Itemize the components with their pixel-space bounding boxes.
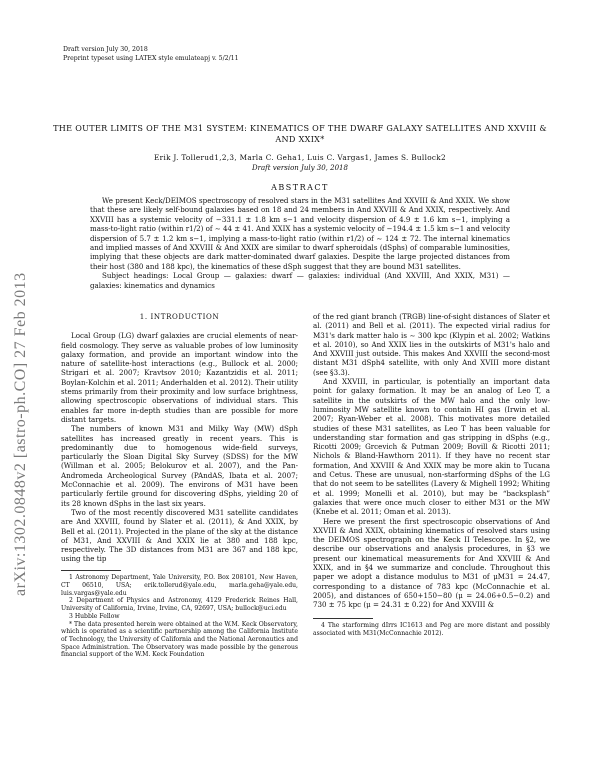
preprint-line: Preprint typeset using LATEX style emulateapj v. 5/2/11 (63, 54, 239, 62)
footnote-1: 1 Astronomy Department, Yale University, P.O. Box 208101, New Haven, CT 06510, USA; erik.tollerud@yale.edu, marla.geha@yale.edu, luis.vargas@yale.edu (61, 574, 298, 597)
abstract (90, 196, 510, 290)
author-list: Erik J. Tollerud1,2,3, Marla C. Geha1, Luis C. Vargas1, James S. Bullock2 (154, 153, 446, 162)
arxiv-stamp: arXiv:1302.0848v2 [astro-ph.CO] 27 Feb 2013 (12, 272, 29, 596)
intro-paragraph-3: Two of the most recently discovered M31 satellite candidates are And XXVIII, found by Slater et al. (2011), & And XXIX, by Bell et al. (2011). Projected in the plane of the sky at the distance of M31, And XXVIII & And XXIX lie at 380 and 188 kpc, respectively. The 3D distances from M31 are 367 and 188 kpc, using the tip (61, 507, 298, 564)
intro-paragraph-1: Local Group (LG) dwarf galaxies are crucial elements of near-field cosmology. They serve as valuable probes of low luminosity galaxy formation, and provide an important window into the nature of satellite-host interactions (e.g., Bullock et al. 2000; Strigari et al. 2007; Kravtsov 2010; Kazantzidis et al. 2011; Boylan-Kolchin et al. 2011; Anderhalden et al. 2012). Their utility stems primarily from their proximity and low surface brightness, allowing spectroscopic observations of individual stars. This enables far more in-depth studies than are possible for more distant targets. (61, 331, 298, 424)
footnote-4: 4 The starforming dIrrs IC1613 and Peg are more distant and possibly associated with M31(McConnachie 2012). (313, 622, 550, 637)
footnote-rule-right (313, 618, 373, 619)
section-heading-introduction: 1. INTRODUCTION (139, 312, 220, 321)
paper-title: THE OUTER LIMITS OF THE M31 SYSTEM: KINEMATICS OF THE DWARF GALAXY SATELLITES AND XXVIII & AND XXIX* (53, 123, 547, 144)
draft-version-line: Draft version July 30, 2018 (63, 46, 148, 53)
right-column (313, 312, 550, 638)
right-paragraph-3: Here we present the first spectroscopic observations of And XXVIII & And XXIX, obtaining kinematics of resolved stars using the DEIMOS spectrograph on the Keck II Telescope. In §2, we describe our observations and analysis procedures, in §3 we present our kinematical measurements for And XXVIII & And XXIX, and in §4 we summarize and conclude. Throughout this paper we adopt a distance modulus to M31 of μM31 = 24.47, corresponding to a distance of 783 kpc (McConnachie et al. 2005), and distances of 650+150−80 (μ = 24.06+0.5−0.2) and 730 ± 75 kpc (μ = 24.31 ± 0.22) for And XXVIII & (313, 516, 550, 610)
right-footnotes (313, 622, 550, 637)
footnote-rule (61, 570, 121, 571)
page-header (63, 46, 239, 63)
subject-headings: Subject headings: Local Group — galaxies: dwarf — galaxies: individual (And XXVIII, And XXIX, M31) — galaxies: kinematics and dynamics (90, 271, 510, 290)
footnote-3: 3 Hubble Fellow (69, 612, 120, 620)
footnote-2: 2 Department of Physics and Astronomy, 4129 Frederick Reines Hall, University of California, Irvine, Irvine, CA, 92697, USA; bullock@uci.edu (61, 597, 298, 613)
abstract-heading: ABSTRACT (271, 183, 329, 192)
right-paragraph-1: of the red giant branch (TRGB) line-of-sight distances of Slater et al. (2011) and Bell et al. (2011). The expected virial radius for M31's dark matter halo is ∼ 300 kpc (Klypin et al. 2002; Watkins et al. 2010), so And XXIX lies in the outskirts of M31's halo and And XXVIII just outside. This makes And XXVIII the second-most distant M31 dSph4 satellite, with only And XVIII more distant (see §3.3). (313, 312, 550, 377)
abstract-body: We present Keck/DEIMOS spectroscopy of resolved stars in the M31 satellites And XXVIII & And XXIX. We show that these are likely self-bound galaxies based on 18 and 24 members in And XXVIII & And XXIX, respectively. And XXVIII has a systemic velocity of −331.1 ± 1.8 km s−1 and velocity dispersion of 4.9 ± 1.6 km s−1, implying a mass-to-light ratio (within r1/2) of ∼ 44 ± 41. And XXIX has a systemic velocity of −194.4 ± 1.5 km s−1 and velocity dispersion of 5.7 ± 1.2 km s−1, implying a mass-to-light ratio (within r1/2) of ∼ 124 ± 72. The internal kinematics and implied masses of And XXVIII & And XXIX are similar to dwarf spheroidals (dSphs) of comparable luminosities, implying that these objects are dark matter-dominated dwarf galaxies. Despite the large projected distances from their host (380 and 188 kpc), the kinematics of these dSph suggest that they are bound M31 satellites. (90, 196, 510, 271)
left-footnotes (61, 574, 298, 659)
draft-date: Draft version July 30, 2018 (252, 164, 348, 172)
intro-paragraph-2: The numbers of known M31 and Milky Way (MW) dSph satellites has increased greatly in recent years. This is predominantly due to homogenous wide-field surveys, particularly the Sloan Digital Sky Survey (SDSS) for the MW (Willman et al. 2005; Belokurov et al. 2007), and the Pan-Andromeda Archeological Survey (PAndAS, Ibata et al. 2007; McConnachie et al. 2009). The environs of M31 have been particularly fertile ground for discovering dSphs, yielding 20 of its 28 known dSphs in the last six years. (61, 424, 298, 508)
footnote-keck: * The data presented herein were obtained at the W.M. Keck Observatory, which is operated as a scientific partnership among the California Institute of Technology, the University of California and the National Aeronautics and Space Administration. The Observatory was made possible by the generous financial support of the W.M. Keck Foundation (61, 620, 298, 659)
left-column (61, 312, 298, 659)
right-paragraph-2: And XXVIII, in particular, is potentially an important data point for galaxy formation. It may be an analog of Leo T, a satellite in the outskirts of the MW halo and the only low-luminosity MW satellite known to contain HI gas (Irwin et al. 2007; Ryan-Weber et al. 2008). This motivates more detailed studies of these M31 satellites, as Leo T has been valuable for understanding star formation and gas stripping in dSphs (e.g., Ricotti 2009; Grcevich & Putman 2009; Bovill & Ricotti 2011; Nichols & Bland-Hawthorn 2011). If they have no recent star formation, And XXVIII & And XXIX may be more akin to Tucana and Cetus. These are unusual, non-starforming dSphs of the LG that do not seem to be satellites (Lavery & Mighell 1992; Whiting et al. 1999; Monelli et al. 2010), but may be “backsplash” galaxies that were once much closer to either M31 or the MW (Knebe et al. 2011; Oman et al. 2013). (313, 377, 550, 517)
